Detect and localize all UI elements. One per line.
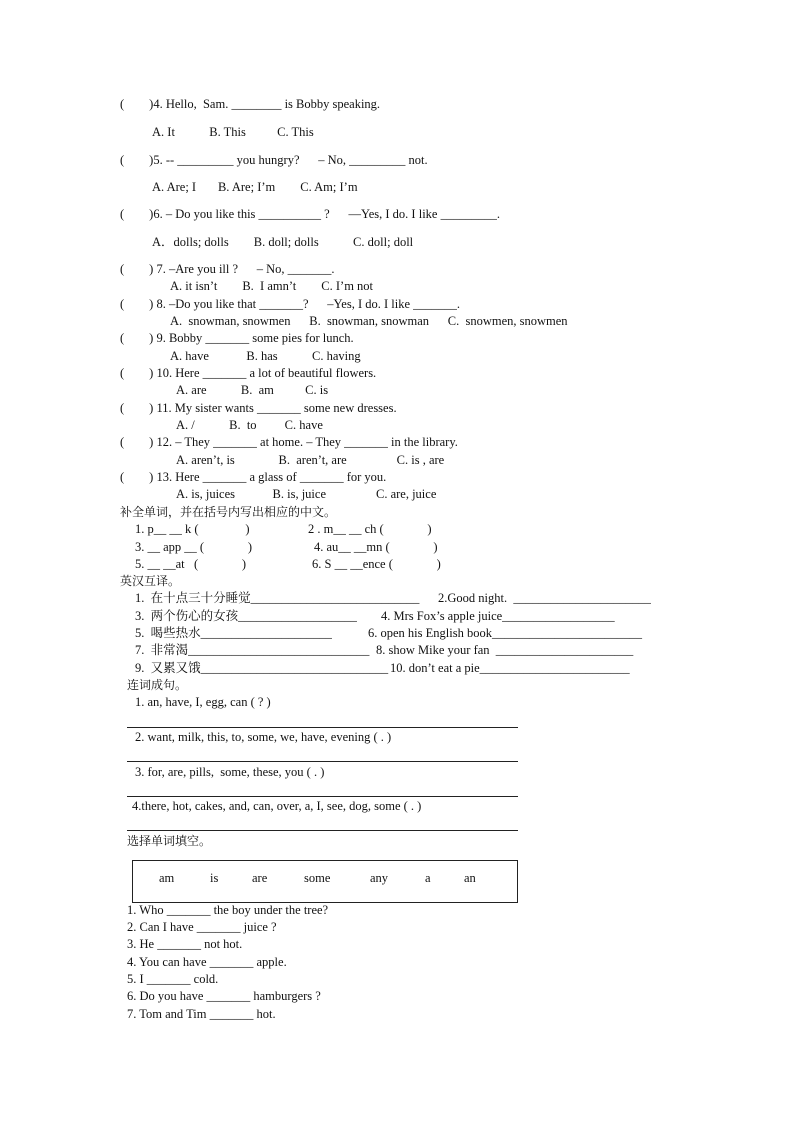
complete-word-2: 2 . m__ __ ch ( ) xyxy=(308,522,432,536)
question-6: ( )6. – Do you like this __________ ? —Yes, I do. I like _________. xyxy=(120,207,500,221)
question-9-options: A. have B. has C. having xyxy=(170,349,361,363)
word-order-3: 3. for, are, pills, some, these, you ( . ) xyxy=(135,765,325,779)
word-order-4: 4.there, hot, cakes, and, can, over, a, I, see, dog, some ( . ) xyxy=(132,799,422,813)
answer-line-1[interactable] xyxy=(127,727,518,728)
answer-line-4[interactable] xyxy=(127,830,518,831)
fill-blank-2: 2. Can I have _______ juice ? xyxy=(127,920,277,934)
question-9: ( ) 9. Bobby _______ some pies for lunch. xyxy=(120,331,354,345)
question-12-options: A. aren’t, is B. aren’t, are C. is , are xyxy=(176,453,445,467)
question-12: ( ) 12. – They _______ at home. – They _______ in the library. xyxy=(120,435,458,449)
fill-blank-heading: 选择单词填空。 xyxy=(127,834,212,848)
fill-blank-6: 6. Do you have _______ hamburgers ? xyxy=(127,989,321,1003)
question-11-options: A. / B. to C. have xyxy=(176,418,323,432)
translation-6: 6. open his English book________________________ xyxy=(368,626,642,640)
answer-line-2[interactable] xyxy=(127,761,518,762)
translation-heading: 英汉互译。 xyxy=(120,574,181,588)
question-5: ( )5. -- _________ you hungry? – No, _________ not. xyxy=(120,153,428,167)
translation-7: 7. 非常渴_____________________________ xyxy=(135,643,370,657)
translation-9: 9. 又累又饿______________________________ xyxy=(135,661,389,675)
word-bank-are: are xyxy=(252,871,268,885)
word-order-2: 2. want, milk, this, to, some, we, have, evening ( . ) xyxy=(135,730,392,744)
word-bank-am: am xyxy=(159,871,175,885)
word-bank-an: an xyxy=(464,871,476,885)
question-7: ( ) 7. –Are you ill ? – No, _______. xyxy=(120,262,335,276)
word-bank-a: a xyxy=(425,871,431,885)
question-10-options: A. are B. am C. is xyxy=(176,383,329,397)
fill-blank-5: 5. I _______ cold. xyxy=(127,972,219,986)
answer-line-3[interactable] xyxy=(127,796,518,797)
word-order-1: 1. an, have, I, egg, can ( ? ) xyxy=(135,695,271,709)
question-7-options: A. it isn’t B. I amn’t C. I’m not xyxy=(170,279,374,293)
question-8-options: A. snowman, snowmen B. snowman, snowman C. snowmen, snowmen xyxy=(170,314,568,328)
question-5-options: A. Are; I B. Are; I’m C. Am; I’m xyxy=(152,180,358,194)
translation-2: 2.Good night. ______________________ xyxy=(438,591,651,605)
complete-word-6: 6. S __ __ence ( ) xyxy=(312,557,441,571)
word-bank-some: some xyxy=(304,871,331,885)
question-13: ( ) 13. Here _______ a glass of _______ for you. xyxy=(120,470,387,484)
question-6-options: A．dolls; dolls B. doll; dolls C. doll; doll xyxy=(152,235,414,249)
complete-word-1: 1. p__ __ k ( ) xyxy=(135,522,250,536)
word-bank-any: any xyxy=(370,871,389,885)
word-order-heading: 连词成句。 xyxy=(127,678,188,692)
translation-5: 5. 喝些热水_____________________ xyxy=(135,626,332,640)
question-8: ( ) 8. –Do you like that _______? –Yes, I do. I like _______. xyxy=(120,297,461,311)
word-bank-is: is xyxy=(210,871,219,885)
fill-blank-3: 3. He _______ not hot. xyxy=(127,937,243,951)
complete-word-3: 3. __ app __ ( ) xyxy=(135,540,252,554)
question-11: ( ) 11. My sister wants _______ some new dresses. xyxy=(120,401,397,415)
complete-word-5: 5. __ __at ( ) xyxy=(135,557,247,571)
complete-words-heading: 补全单词，并在括号内写出相应的中文。 xyxy=(120,505,337,519)
word-bank-box xyxy=(132,860,518,903)
question-10: ( ) 10. Here _______ a lot of beautiful flowers. xyxy=(120,366,377,380)
question-4: ( )4. Hello, Sam. ________ is Bobby speaking. xyxy=(120,97,381,111)
translation-8: 8. show Mike your fan ______________________ xyxy=(376,643,634,657)
fill-blank-7: 7. Tom and Tim _______ hot. xyxy=(127,1007,276,1021)
translation-3: 3. 两个伤心的女孩___________________ xyxy=(135,609,357,623)
translation-4: 4. Mrs Fox’s apple juice__________________ xyxy=(381,609,615,623)
complete-word-4: 4. au__ __mn ( ) xyxy=(314,540,438,554)
translation-1: 1. 在十点三十分睡觉___________________________ xyxy=(135,591,420,605)
translation-10: 10. don’t eat a pie________________________ xyxy=(390,661,630,675)
question-4-options: A. It B. This C. This xyxy=(152,125,314,139)
question-13-options: A. is, juices B. is, juice C. are, juice xyxy=(176,487,437,501)
fill-blank-4: 4. You can have _______ apple. xyxy=(127,955,287,969)
fill-blank-1: 1. Who _______ the boy under the tree? xyxy=(127,903,329,917)
